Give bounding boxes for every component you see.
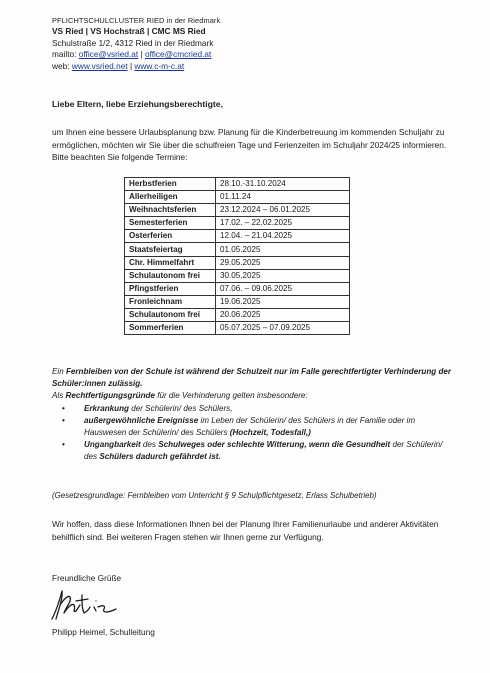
term-dates: 29.05.2025 [216, 256, 350, 269]
table-row [125, 256, 350, 269]
term-label: Weihnachtsferien [125, 204, 216, 217]
term-dates: 12.04. – 21.04.2025 [216, 230, 350, 243]
reason-bold: Schülers dadurch gefährdet ist. [99, 452, 221, 462]
reason-text: im Leben der Schülerin/ des Schülers in der Familie oder im Hauswesen der Schülerin/ des Schülers [84, 415, 416, 438]
reason-text: des [140, 440, 159, 450]
term-label: Fronleichnam [125, 295, 216, 308]
reasons-list [52, 403, 457, 464]
rules-text-bold: Rechtfertigungsgründe [65, 391, 155, 401]
closing-paragraph: Wir hoffen, dass diese Informationen Ihnen bei der Planung Ihrer Familienurlaube und anderer Aktivitäten behilflich sind. Bei weiteren Fragen stehen wir Ihnen gerne zur Verfügung. [52, 519, 439, 542]
term-label: Staatsfeiertag [125, 243, 216, 256]
rules-text: für die Verhinderung gelten insbesondere: [154, 391, 308, 401]
mail-link-vsried[interactable]: office@vsried.at [78, 49, 139, 60]
mail-separator: | [138, 49, 145, 60]
bullet-icon: • [62, 403, 65, 413]
term-label: Schulautonom frei [125, 269, 216, 282]
web-prefix: web: [52, 60, 72, 71]
table-row [125, 269, 350, 282]
mail-prefix: mailto: [52, 49, 79, 60]
list-item [62, 415, 457, 439]
letterhead [52, 15, 220, 72]
reason-bold: außergewöhnliche Ereignisse [84, 415, 199, 425]
term-label: Semesterferien [125, 217, 216, 230]
table-row [125, 191, 350, 204]
rules-justification [52, 390, 457, 402]
reason-bold: (Hochzeit, Todesfall,) [229, 428, 311, 438]
term-label: Schulautonom frei [125, 308, 216, 321]
term-dates: 17.02. – 22.02.2025 [216, 217, 350, 230]
web-link-vsried[interactable]: www.vsried.net [71, 60, 128, 71]
reason-text: der Schülerin/ des [84, 440, 443, 462]
school-names: VS Ried | VS Hochstraß | CMC MS Ried [52, 26, 206, 37]
term-dates: 05.07.2025 – 07.09.2025 [216, 322, 350, 335]
table-row [125, 178, 350, 191]
signature-image [46, 585, 136, 625]
table-row [125, 295, 350, 308]
table-row [125, 322, 350, 335]
mail-line [52, 49, 220, 60]
absence-rules [52, 366, 457, 464]
table-row [125, 230, 350, 243]
rules-text-bold: Fernbleiben von der Schule ist während der Schulzeit nur im Falle gerechtfertigter Verhinderung der Schüler:innen zulässig. [52, 367, 452, 389]
web-line [52, 61, 220, 72]
regards: Freundliche Grüße [52, 573, 122, 583]
term-label: Pfingstferien [125, 282, 216, 295]
legal-basis: (Gesetzesgrundlage: Fernbleiben vom Unterricht § 9 Schulpflichtgesetz, Erlass Schulbetrieb) [52, 491, 377, 500]
list-item [62, 439, 457, 463]
mail-link-cmcried[interactable]: office@cmcried.at [144, 49, 212, 60]
table-row [125, 204, 350, 217]
term-dates: 07.06. – 09.06.2025 [216, 282, 350, 295]
table-row [125, 282, 350, 295]
reason-bold: Schulweges oder schlechte Witterung, wenn die Gesundheit [158, 440, 391, 450]
table-row [125, 308, 350, 321]
reason-bold: Ungangbarkeit [84, 440, 141, 450]
term-dates: 20.06.2025 [216, 308, 350, 321]
term-dates: 28.10.-31.10.2024 [216, 178, 350, 191]
reason-text: der Schülerin/ des Schülers, [128, 403, 233, 413]
term-label: Chr. Himmelfahrt [125, 256, 216, 269]
cluster-name: PFLICHTSCHULCLUSTER RIED in der Riedmark [52, 16, 221, 25]
table-row [125, 217, 350, 230]
term-dates: 01.11.24 [216, 191, 350, 204]
web-separator: | [127, 60, 135, 71]
bullet-icon: • [62, 415, 65, 425]
term-dates: 30.05.2025 [216, 269, 350, 282]
bullet-icon: • [62, 440, 65, 450]
term-label: Herbstferien [125, 178, 216, 191]
reason-bold: Erkrankung [84, 403, 129, 413]
signer-name: Philipp Heimel, Schulleitung [52, 627, 155, 637]
term-label: Sommerferien [125, 322, 216, 335]
list-item [62, 403, 457, 415]
term-dates: 19.06.2025 [216, 295, 350, 308]
term-dates: 23.12.2024 – 06.01.2025 [216, 204, 350, 217]
rules-text: Als [52, 391, 66, 401]
holiday-table [124, 177, 350, 335]
greeting: Liebe Eltern, liebe Erziehungsberechtigte, [52, 99, 223, 109]
intro-paragraph: um Ihnen eine bessere Urlaubsplanung bzw. Planung für die Kinderbetreuung im kommenden Schuljahr zu ermöglichen, möchten wir Sie über die schulfreien Tage und Ferienzeiten im Schuljahr 2024/25 informieren. Bitte beachten Sie folgende Termine: [52, 127, 447, 163]
table-row [125, 243, 350, 256]
term-label: Osterferien [125, 230, 216, 243]
rules-intro [52, 366, 457, 390]
web-link-cmc[interactable]: www.c-m-c.at [134, 60, 185, 71]
term-label: Allerheiligen [125, 191, 216, 204]
rules-text: Ein [52, 367, 66, 376]
term-dates: 01.05.2025 [216, 243, 350, 256]
address: Schulstraße 1/2, 4312 Ried in der Riedmark [52, 37, 214, 48]
